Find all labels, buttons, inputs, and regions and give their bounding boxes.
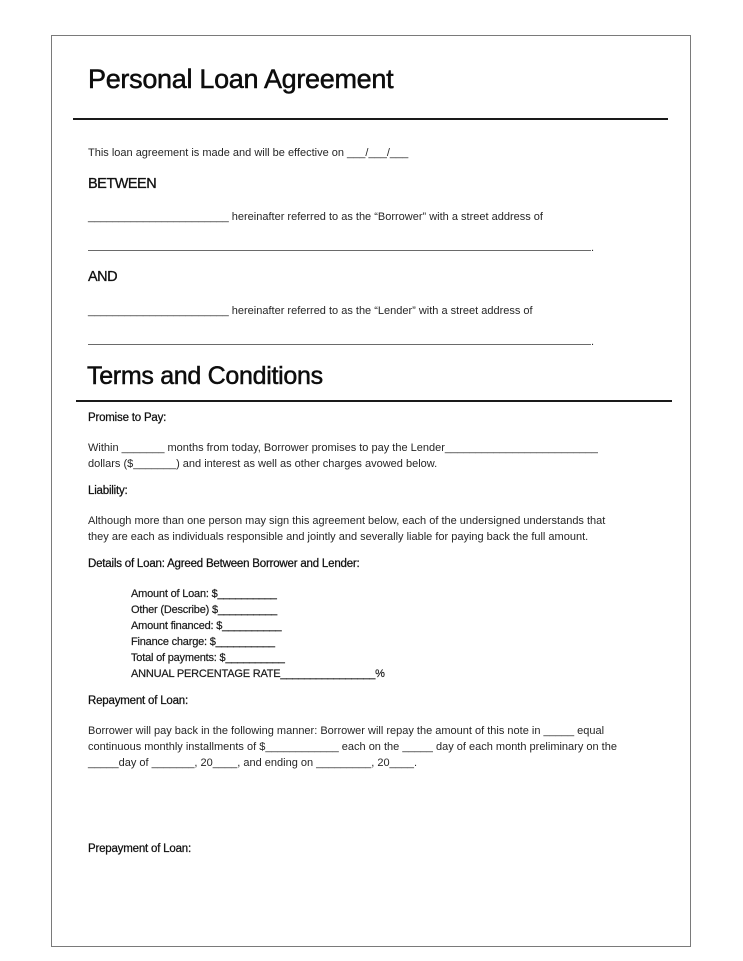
detail-amount-financed: Amount financed: $__________: [131, 620, 282, 632]
terms-divider: [76, 400, 672, 402]
detail-other: Other (Describe) $__________: [131, 604, 278, 616]
effective-date-line: This loan agreement is made and will be effective on ___/___/___: [88, 147, 409, 159]
title-divider: [73, 118, 668, 120]
liability-line: Although more than one person may sign this agreement below, each of the undersigned understands that: [88, 515, 606, 527]
promise-line: dollars ($_______) and interest as well as other charges avowed below.: [88, 458, 438, 470]
repayment-heading: Repayment of Loan:: [88, 695, 188, 707]
details-list: [131, 586, 385, 682]
document-page: [51, 35, 691, 947]
repayment-line: Borrower will pay back in the following manner: Borrower will repay the amount of this note in _____ equal: [88, 725, 605, 737]
repayment-text: [88, 723, 617, 771]
liability-heading: Liability:: [88, 485, 128, 497]
lender-address-period: .: [591, 336, 595, 348]
terms-title: Terms and Conditions: [87, 362, 323, 390]
detail-total-payments: Total of payments: $__________: [131, 652, 285, 664]
lender-line: _______________________ hereinafter referred to as the “Lender” with a street address of: [88, 305, 533, 317]
borrower-address-period: .: [591, 242, 595, 254]
borrower-line: _______________________ hereinafter referred to as the “Borrower” with a street address of: [88, 211, 543, 223]
detail-amount-of-loan: Amount of Loan: $__________: [131, 588, 277, 600]
repayment-line: _____day of _______, 20____, and ending on _________, 20____.: [88, 757, 418, 769]
between-label: BETWEEN: [88, 176, 157, 192]
detail-finance-charge: Finance charge: $__________: [131, 636, 275, 648]
promise-line: Within _______ months from today, Borrower promises to pay the Lender_________________________: [88, 442, 598, 454]
document-title: Personal Loan Agreement: [88, 64, 394, 94]
details-heading: Details of Loan: Agreed Between Borrower and Lender:: [88, 558, 360, 570]
repayment-line: continuous monthly installments of $____________ each on the _____ day of each month preliminary on the: [88, 741, 617, 753]
and-label: AND: [88, 269, 118, 285]
promise-heading: Promise to Pay:: [88, 412, 167, 424]
promise-text: [88, 440, 598, 472]
liability-text: [88, 513, 605, 545]
detail-apr: ANNUAL PERCENTAGE RATE________________%: [131, 668, 385, 680]
lender-address-blank: [88, 344, 591, 345]
liability-line: they are each as individuals responsible and jointly and severally liable for paying back the full amount.: [88, 531, 589, 543]
borrower-address-blank: [88, 250, 591, 251]
prepayment-heading: Prepayment of Loan:: [88, 843, 191, 855]
